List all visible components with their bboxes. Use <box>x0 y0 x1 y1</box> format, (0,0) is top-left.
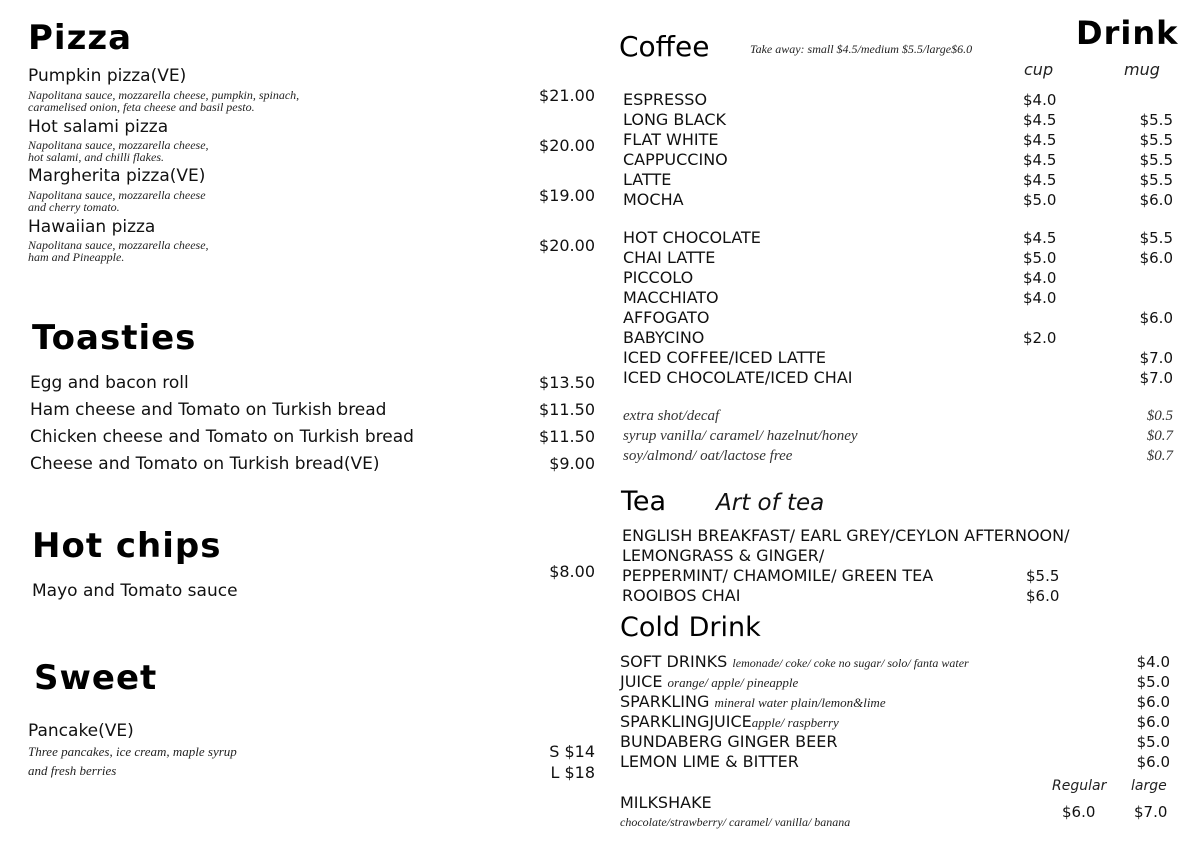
pizza-heading: Pizza <box>28 18 133 58</box>
coffee-name: MACCHIATO <box>623 288 719 307</box>
hot-chips-price: $8.00 <box>549 562 595 581</box>
coffee-row <box>623 248 1173 268</box>
coffee-cup-price: $4.5 <box>1023 229 1057 247</box>
coffee-row <box>623 328 1173 348</box>
coffee-name: LONG BLACK <box>623 110 726 129</box>
hot-chips-name: Mayo and Tomato sauce <box>32 581 238 601</box>
pizza-item-desc: Napolitana sauce, mozzarella cheese, pumpkin, spinach, <box>28 88 300 102</box>
coffee-row <box>623 368 1173 388</box>
coffee-row <box>623 190 1173 210</box>
coffee-cup-price: $4.5 <box>1023 111 1057 129</box>
coffee-row <box>623 150 1173 170</box>
milkshake-large-price: $7.0 <box>1134 803 1168 821</box>
coffee-mug-price: $6.0 <box>1139 249 1173 267</box>
coffee-list-2 <box>623 228 1173 388</box>
coffee-row <box>623 90 1173 110</box>
cold-drink-name: SPARKLING mineral water plain/lemon&lime <box>620 692 886 711</box>
mug-column-label: mug <box>1124 60 1160 79</box>
pizza-item-price: $20.00 <box>539 236 595 255</box>
sweet-heading: Sweet <box>34 658 158 698</box>
extra-row <box>623 406 1173 426</box>
coffee-mug-price: $5.5 <box>1139 111 1173 129</box>
drink-heading: Drink <box>1076 14 1179 52</box>
coffee-name: HOT CHOCOLATE <box>623 228 761 247</box>
cold-drink-list <box>620 652 1170 772</box>
toastie-item-name: Cheese and Tomato on Turkish bread(VE) <box>30 454 380 474</box>
coffee-mug-price: $5.5 <box>1139 151 1173 169</box>
cold-drink-row <box>620 752 1170 772</box>
coffee-name: ICED COFFEE/ICED LATTE <box>623 348 826 367</box>
cold-drink-price: $6.0 <box>1136 753 1170 771</box>
sweet-item-desc: Three pancakes, ice cream, maple syrup <box>28 744 237 759</box>
coffee-row <box>623 308 1173 328</box>
cold-drink-row <box>620 672 1170 692</box>
toasties-heading: Toasties <box>32 318 197 358</box>
tea-list-line: ROOIBOS CHAI <box>622 586 741 605</box>
coffee-row <box>623 288 1173 308</box>
toastie-item-price: $11.50 <box>539 427 595 446</box>
pizza-item-name: Margherita pizza(VE) <box>28 166 206 186</box>
coffee-name: BABYCINO <box>623 328 705 347</box>
coffee-mug-price: $5.5 <box>1139 229 1173 247</box>
coffee-row <box>623 130 1173 150</box>
coffee-name: ESPRESSO <box>623 90 708 109</box>
coffee-mug-price: $6.0 <box>1139 191 1173 209</box>
toastie-item-price: $13.50 <box>539 373 595 392</box>
extra-price: $0.7 <box>1146 428 1173 444</box>
tea-list-line: ENGLISH BREAKFAST/ EARL GREY/CEYLON AFTERNOON/ <box>622 526 1070 545</box>
coffee-list-1 <box>623 90 1173 210</box>
coffee-name: LATTE <box>623 170 672 189</box>
pizza-item-desc: Napolitana sauce, mozzarella cheese, <box>28 238 209 252</box>
coffee-row <box>623 110 1173 130</box>
extra-row <box>623 426 1173 446</box>
cold-drink-name: SOFT DRINKS lemonade/ coke/ coke no sugar/ solo/ fanta water <box>620 652 969 671</box>
cold-drink-name: SPARKLINGJUICEapple/ raspberry <box>620 712 839 731</box>
tea-subtitle: Art of tea <box>716 490 825 516</box>
coffee-name: AFFOGATO <box>623 308 710 327</box>
sweet-price-large: L $18 <box>550 763 595 782</box>
pizza-item-desc: ham and Pineapple. <box>28 250 125 264</box>
cold-drink-name: BUNDABERG GINGER BEER <box>620 732 838 751</box>
cold-drink-desc: lemonade/ coke/ coke no sugar/ solo/ fanta water <box>732 656 969 670</box>
cold-drink-desc: orange/ apple/ pineapple <box>667 675 799 690</box>
pizza-item-price: $20.00 <box>539 136 595 155</box>
coffee-name: CAPPUCCINO <box>623 150 728 169</box>
coffee-mug-price: $6.0 <box>1139 309 1173 327</box>
toastie-item-name: Egg and bacon roll <box>30 373 189 393</box>
coffee-row <box>623 348 1173 368</box>
toastie-item-name: Ham cheese and Tomato on Turkish bread <box>30 400 387 420</box>
toastie-item-price: $9.00 <box>549 454 595 473</box>
cold-drink-price: $6.0 <box>1136 713 1170 731</box>
milkshake-desc: chocolate/strawberry/ caramel/ vanilla/ banana <box>620 815 851 829</box>
milkshake-name: MILKSHAKE <box>620 793 712 812</box>
coffee-cup-price: $4.0 <box>1023 91 1057 109</box>
coffee-cup-price: $4.0 <box>1023 289 1057 307</box>
tea-heading: Tea <box>621 486 667 517</box>
coffee-name: MOCHA <box>623 190 684 209</box>
cold-drink-row <box>620 732 1170 752</box>
cup-column-label: cup <box>1024 60 1054 79</box>
toastie-item-price: $11.50 <box>539 400 595 419</box>
coffee-extras <box>623 406 1173 466</box>
pizza-item-desc: Napolitana sauce, mozzarella cheese, <box>28 138 209 152</box>
pizza-item-desc: Napolitana sauce, mozzarella cheese <box>28 188 206 202</box>
regular-label: Regular <box>1052 778 1107 794</box>
extra-name: extra shot/decaf <box>623 408 720 424</box>
cold-drink-name: LEMON LIME & BITTER <box>620 752 799 771</box>
sweet-item-name: Pancake(VE) <box>28 721 134 741</box>
cold-drink-row <box>620 712 1170 732</box>
tea-price: $6.0 <box>1026 587 1060 605</box>
coffee-row <box>623 268 1173 288</box>
coffee-mug-price: $5.5 <box>1139 131 1173 149</box>
coffee-cup-price: $4.0 <box>1023 269 1057 287</box>
coffee-cup-price: $5.0 <box>1023 249 1057 267</box>
cold-drink-price: $5.0 <box>1136 733 1170 751</box>
pizza-item-name: Hawaiian pizza <box>28 217 156 237</box>
tea-price: $5.5 <box>1026 567 1060 585</box>
cold-drink-name: JUICE orange/ apple/ pineapple <box>620 672 799 691</box>
toastie-item-name: Chicken cheese and Tomato on Turkish bread <box>30 427 414 447</box>
coffee-row <box>623 170 1173 190</box>
pizza-item-name: Pumpkin pizza(VE) <box>28 66 187 86</box>
hot-chips-heading: Hot chips <box>32 526 222 566</box>
cold-drink-desc: mineral water plain/lemon&lime <box>714 695 886 710</box>
coffee-name: PICCOLO <box>623 268 694 287</box>
coffee-cup-price: $2.0 <box>1023 329 1057 347</box>
cold-drink-row <box>620 652 1170 672</box>
coffee-row <box>623 228 1173 248</box>
extra-price: $0.5 <box>1146 408 1173 424</box>
cold-drink-price: $6.0 <box>1136 693 1170 711</box>
cold-drink-price: $4.0 <box>1136 653 1170 671</box>
pizza-item-name: Hot salami pizza <box>28 117 169 137</box>
cold-drink-row <box>620 692 1170 712</box>
pizza-item-price: $21.00 <box>539 86 595 105</box>
coffee-cup-price: $5.0 <box>1023 191 1057 209</box>
milkshake-regular-price: $6.0 <box>1062 803 1096 821</box>
pizza-item-price: $19.00 <box>539 186 595 205</box>
extra-name: syrup vanilla/ caramel/ hazelnut/honey <box>623 428 858 444</box>
cold-drink-desc: apple/ raspberry <box>751 715 839 730</box>
cold-drink-heading: Cold Drink <box>620 612 761 643</box>
coffee-cup-price: $4.5 <box>1023 171 1057 189</box>
coffee-mug-price: $7.0 <box>1139 369 1173 387</box>
coffee-mug-price: $7.0 <box>1139 349 1173 367</box>
tea-list-line: LEMONGRASS & GINGER/ <box>622 546 825 565</box>
pizza-item-desc: hot salami, and chilli flakes. <box>28 150 164 164</box>
coffee-name: FLAT WHITE <box>623 130 719 149</box>
extra-row <box>623 446 1173 466</box>
pizza-item-desc: and cherry tomato. <box>28 200 120 214</box>
extra-name: soy/almond/ oat/lactose free <box>623 448 793 464</box>
large-label: large <box>1131 778 1167 794</box>
extra-price: $0.7 <box>1146 448 1173 464</box>
coffee-name: ICED CHOCOLATE/ICED CHAI <box>623 368 853 387</box>
coffee-heading: Coffee <box>619 30 710 63</box>
coffee-cup-price: $4.5 <box>1023 131 1057 149</box>
sweet-item-desc: and fresh berries <box>28 763 117 778</box>
coffee-cup-price: $4.5 <box>1023 151 1057 169</box>
cold-drink-price: $5.0 <box>1136 673 1170 691</box>
sweet-price-small: S $14 <box>549 742 595 761</box>
takeaway-note: Take away: small $4.5/medium $5.5/large$6.0 <box>750 42 973 56</box>
coffee-name: CHAI LATTE <box>623 248 716 267</box>
coffee-mug-price: $5.5 <box>1139 171 1173 189</box>
tea-list-line: PEPPERMINT/ CHAMOMILE/ GREEN TEA <box>622 566 934 585</box>
pizza-item-desc: caramelised onion, feta cheese and basil pesto. <box>28 100 255 114</box>
